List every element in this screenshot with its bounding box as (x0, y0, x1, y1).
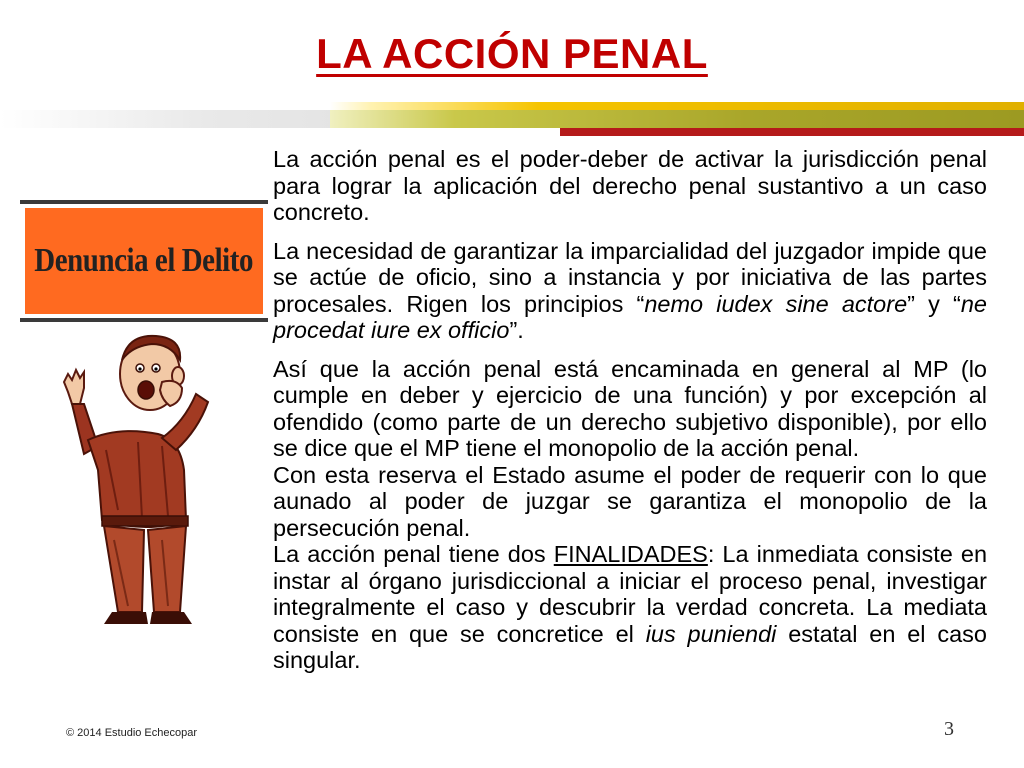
header-stripe-olive (330, 110, 1024, 128)
paragraph-finalidades-text-c: estatal en el caso singular. (273, 620, 987, 673)
denuncia-label-text: Denuncia el Delito (34, 242, 254, 279)
paragraph-finalidades-text-b: : La inmediata consiste en instar al órgano jurisdiccional a iniciar el proceso penal, investigar integralmente el caso y descubrir la verdad concreta. La mediata consiste en que se concretice el (273, 541, 988, 647)
paragraph-imparcialidad-text-c: ”. (509, 317, 524, 343)
page-number: 3 (944, 718, 954, 740)
paragraph-finalidades (273, 541, 987, 674)
denuncia-label-box (20, 200, 268, 322)
principle-ne-procedat: ne procedat iure ex officio (273, 290, 987, 343)
footer-copyright: © 2014 Estudio Echecopar (66, 727, 198, 739)
denuncia-label-background (25, 208, 263, 314)
header-stripe-yellow (330, 102, 1024, 110)
principle-nemo-iudex: nemo iudex sine actore (644, 290, 908, 317)
paragraph-finalidades-text-a: La acción penal tiene dos (273, 541, 554, 567)
paragraph-imparcialidad-text-b: ” y “ (907, 290, 961, 317)
ius-puniendi-italic: ius puniendi (645, 620, 777, 647)
header-stripe-red (560, 128, 1024, 136)
paragraph-definition (273, 146, 987, 226)
paragraph-imparcialidad (273, 238, 987, 344)
paragraph-reserva (273, 462, 987, 542)
paragraph-definition-text: La acción penal es el poder-deber de activar la jurisdicción penal para lograr la aplicación del derecho penal sustantivo a un caso concreto. (273, 146, 987, 225)
paragraph-monopolio-text: Así que la acción penal está encaminada en general al MP (lo cumple en deber y ejercicio de una función) y por excepción al ofendido (como parte de un derecho subjetivo disponible), por ello se dice que el MP tiene el monopolio de la acción penal. (273, 355, 987, 461)
paragraph-reserva-text: Con esta reserva el Estado asume el poder de requerir con lo que aunado al poder de juzgar se garantiza el monopolio de la persecución penal. (273, 461, 987, 541)
paragraph-monopolio (273, 356, 987, 462)
slide-title: LA ACCIÓN PENAL (316, 30, 708, 77)
shouting-man-illustration (58, 330, 238, 630)
paragraph-imparcialidad-text-a: La necesidad de garantizar la imparcialidad del juzgador impide que se actúe de oficio, sino a instancia y por iniciativa de las partes procesales. Rigen los principios “ (273, 237, 987, 317)
slide-body (273, 146, 987, 674)
finalidades-underlined: FINALIDADES (553, 541, 708, 567)
